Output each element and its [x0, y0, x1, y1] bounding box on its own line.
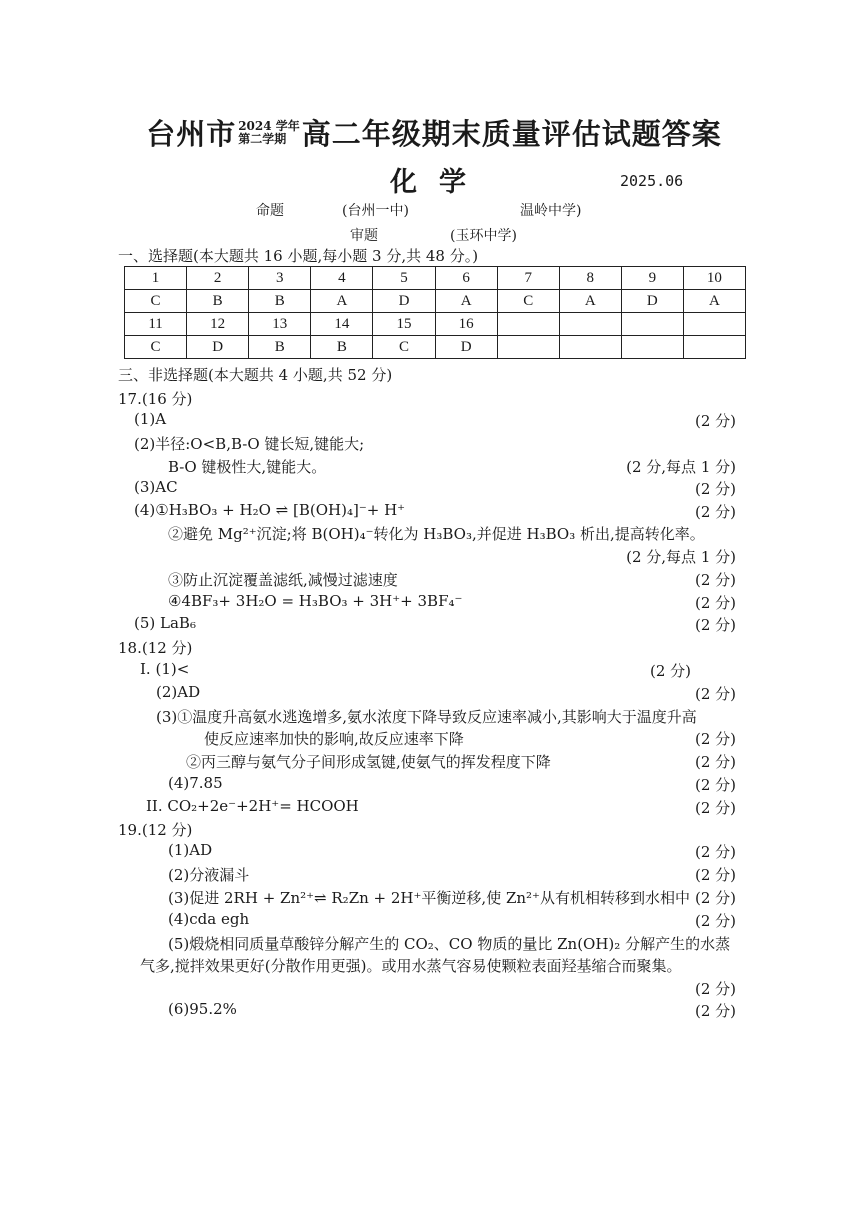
answer-table-cell: D [373, 290, 435, 313]
answer-table-cell: 7 [497, 267, 559, 290]
title-term [238, 120, 300, 146]
answer-table-cell: C [125, 290, 187, 313]
multiple-choice-answer-table [124, 266, 746, 359]
answer-table-cell [683, 313, 745, 336]
title-term-year: 2024 学年 [238, 118, 300, 133]
author-label: 命题 [256, 203, 284, 219]
q19-part2-score: (2 分) [694, 866, 736, 884]
exam-date: 2025.06 [620, 172, 684, 190]
q17-part4-2-score: (2 分,每点 1 分) [626, 548, 736, 566]
answer-table-cell [683, 336, 745, 359]
q18-i-part3-1-score: (2 分) [694, 730, 736, 748]
q17-part4-1-score: (2 分) [694, 503, 736, 521]
title-suffix: 高二年级期末质量评估试题答案 [301, 117, 722, 151]
q17-part4-3: ③防止沉淀覆盖滤纸,减慢过滤速度 [168, 571, 398, 589]
q19-part1-score: (2 分) [694, 843, 736, 861]
q19-part3-score: (2 分) [694, 889, 736, 907]
answer-table-cell: 8 [559, 267, 621, 290]
answer-table-cell: B [249, 336, 311, 359]
answer-table-cell: D [435, 336, 497, 359]
answer-table-cell: A [311, 290, 373, 313]
q17-part4-3-score: (2 分) [694, 571, 736, 589]
answer-table-cell [559, 336, 621, 359]
answer-table-cell: 1 [125, 267, 187, 290]
reviewer-label: 审题 [350, 228, 378, 244]
answer-table-row [125, 267, 746, 290]
answer-table-cell [497, 336, 559, 359]
q17-part5: (5) LaB₆ [134, 614, 196, 632]
section1-heading: 一、选择题(本大题共 16 小题,每小题 3 分,共 48 分。) [118, 247, 479, 265]
q18-ii: II. CO₂+2e⁻+2H⁺= HCOOH [146, 797, 359, 815]
answer-table-cell: 6 [435, 267, 497, 290]
answer-table-cell: C [497, 290, 559, 313]
q17-part2-line1: (2)半径:O<B,B-O 键长短,键能大; [134, 435, 365, 453]
section3-heading: 三、非选择题(本大题共 4 小题,共 52 分) [118, 366, 393, 384]
answer-table-cell [621, 336, 683, 359]
answer-table-cell: D [187, 336, 249, 359]
q19-part5-score: (2 分) [694, 980, 736, 998]
q19-part2: (2)分液漏斗 [168, 866, 250, 884]
answer-table-cell: 5 [373, 267, 435, 290]
answer-table-cell: C [125, 336, 187, 359]
author-school-1: (台州一中) [342, 203, 409, 219]
answer-table-cell: A [683, 290, 745, 313]
answer-table-cell: 4 [311, 267, 373, 290]
q18-i-part1-score: (2 分) [650, 662, 692, 680]
answer-table-cell: 10 [683, 267, 745, 290]
q17-heading: 17.(16 分) [118, 390, 193, 408]
answer-table-cell: 15 [373, 313, 435, 336]
answer-table-cell: 11 [125, 313, 187, 336]
answer-table-cell: 13 [249, 313, 311, 336]
answer-table-cell: 3 [249, 267, 311, 290]
answer-table-cell [497, 313, 559, 336]
q18-i-part3-2: ②丙三醇与氨气分子间形成氢键,使氨气的挥发程度下降 [186, 753, 551, 771]
q19-part1: (1)AD [168, 841, 213, 859]
answer-table-row [125, 290, 746, 313]
q17-part2-score: (2 分,每点 1 分) [626, 458, 736, 476]
q18-i-part2: (2)AD [156, 683, 201, 701]
q17-part5-score: (2 分) [694, 616, 736, 634]
q19-part3: (3)促进 2RH + Zn²⁺⇌ R₂Zn + 2H⁺平衡逆移,使 Zn²⁺从有机相转移到水相中 [168, 889, 690, 907]
q18-i-part3-1-line2: 使反应速率加快的影响,故反应速率下降 [204, 730, 464, 748]
q19-part6-score: (2 分) [694, 1002, 736, 1020]
q17-part1-score: (2 分) [694, 412, 736, 430]
answer-table-cell: C [373, 336, 435, 359]
answer-table-row [125, 313, 746, 336]
q17-part1: (1)A [134, 410, 167, 428]
q17-part3-score: (2 分) [694, 480, 736, 498]
answer-table-row [125, 336, 746, 359]
q18-i-part4-score: (2 分) [694, 776, 736, 794]
answer-table-cell: A [435, 290, 497, 313]
q17-part3: (3)AC [134, 478, 178, 496]
answer-table-cell: B [187, 290, 249, 313]
title-term-semester: 第二学期 [238, 131, 287, 146]
q17-part4-4: ④4BF₃+ 3H₂O = H₃BO₃ + 3H⁺+ 3BF₄⁻ [168, 592, 463, 610]
author-school-2: 温岭中学) [520, 203, 582, 219]
answer-table-cell [559, 313, 621, 336]
q18-i-part3-1-line1: (3)①温度升高氨水逃逸增多,氨水浓度下降导致反应速率减小,其影响大于温度升高 [156, 708, 697, 726]
answer-table-cell: D [621, 290, 683, 313]
answer-table-cell: 9 [621, 267, 683, 290]
page-title [0, 112, 868, 153]
q17-part2-line2: B-O 键极性大,键能大。 [168, 458, 327, 476]
q18-i-part2-score: (2 分) [694, 685, 736, 703]
answer-table-cell [621, 313, 683, 336]
q18-heading: 18.(12 分) [118, 639, 193, 657]
q19-part4-score: (2 分) [694, 912, 736, 930]
q18-ii-score: (2 分) [694, 799, 736, 817]
q18-i-part3-2-score: (2 分) [694, 753, 736, 771]
answer-table-cell: 14 [311, 313, 373, 336]
answer-table-cell: B [311, 336, 373, 359]
q19-part5-line2: 气多,搅拌效果更好(分散作用更强)。或用水蒸气容易使颗粒表面羟基缩合而聚集。 [140, 957, 682, 975]
q18-i-part1: I. (1)< [140, 660, 190, 678]
q19-heading: 19.(12 分) [118, 821, 193, 839]
q17-part4-2: ②避免 Mg²⁺沉淀;将 B(OH)₄⁻转化为 H₃BO₃,并促进 H₃BO₃ 析出,提高转化率。 [168, 525, 705, 543]
q17-part4-1: (4)①H₃BO₃ + H₂O ⇌ [B(OH)₄]⁻+ H⁺ [134, 501, 406, 519]
title-prefix: 台州市 [146, 117, 237, 151]
answer-table-cell: 16 [435, 313, 497, 336]
answer-table-cell: A [559, 290, 621, 313]
answer-table-cell: B [249, 290, 311, 313]
answer-table-cell: 2 [187, 267, 249, 290]
q17-part4-4-score: (2 分) [694, 594, 736, 612]
answer-table-cell: 12 [187, 313, 249, 336]
reviewer-school: (玉环中学) [450, 228, 517, 244]
q19-part4: (4)cda egh [168, 910, 250, 928]
q19-part6: (6)95.2% [168, 1000, 237, 1018]
q19-part5-line1: (5)煅烧相同质量草酸锌分解产生的 CO₂、CO 物质的量比 Zn(OH)₂ 分解产生的水蒸 [168, 935, 731, 953]
subject-title: 化学 [390, 167, 488, 198]
q18-i-part4: (4)7.85 [168, 774, 223, 792]
